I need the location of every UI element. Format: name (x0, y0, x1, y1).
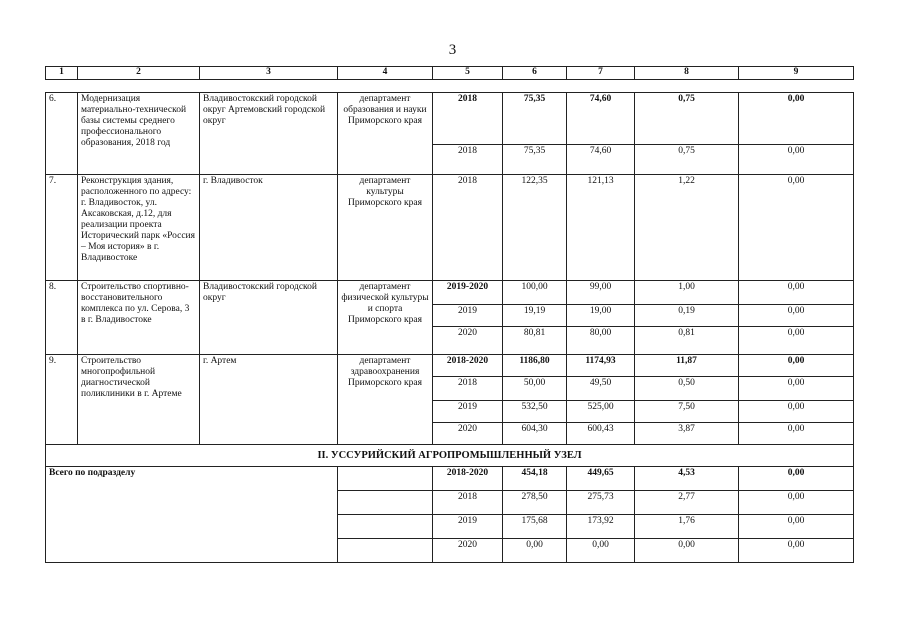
value-cell: 0,00 (739, 305, 854, 327)
value-cell: 49,50 (567, 377, 635, 401)
value-cell: 0,00 (739, 467, 854, 491)
year-cell: 2019 (433, 515, 503, 539)
project-agency: департамент здравоохранения Приморского края (338, 355, 433, 445)
value-cell: 0,00 (739, 491, 854, 515)
header-cell: 5 (433, 67, 503, 80)
header-cell: 4 (338, 67, 433, 80)
table-row (46, 355, 854, 377)
total-agency-cell (338, 515, 433, 539)
row-number: 8. (46, 281, 78, 355)
value-cell: 278,50 (503, 491, 567, 515)
value-cell: 0,50 (635, 377, 739, 401)
column-number-header (45, 66, 854, 80)
value-cell: 0,00 (739, 515, 854, 539)
value-cell: 0,00 (567, 539, 635, 563)
value-cell: 80,81 (503, 327, 567, 355)
value-cell: 50,00 (503, 377, 567, 401)
page-number: 3 (448, 42, 457, 58)
total-label: Всего по подразделу (46, 467, 338, 563)
value-cell: 0,00 (739, 145, 854, 175)
header-cell: 8 (635, 67, 739, 80)
header-cell: 2 (78, 67, 200, 80)
value-cell: 7,50 (635, 401, 739, 423)
value-cell: 99,00 (567, 281, 635, 305)
year-cell: 2019 (433, 305, 503, 327)
value-cell: 80,00 (567, 327, 635, 355)
project-agency: департамент образования и науки Приморского края (338, 93, 433, 175)
value-cell: 1186,80 (503, 355, 567, 377)
value-cell: 0,00 (739, 175, 854, 281)
total-agency-cell (338, 491, 433, 515)
value-cell: 0,19 (635, 305, 739, 327)
value-cell: 0,00 (739, 355, 854, 377)
project-location: Владивостокский городской округ (200, 281, 338, 355)
value-cell: 0,75 (635, 145, 739, 175)
value-cell: 75,35 (503, 93, 567, 145)
value-cell: 0,00 (503, 539, 567, 563)
value-cell: 2,77 (635, 491, 739, 515)
value-cell: 0,00 (635, 539, 739, 563)
year-cell: 2018 (433, 93, 503, 145)
value-cell: 0,00 (739, 539, 854, 563)
value-cell: 100,00 (503, 281, 567, 305)
value-cell: 275,73 (567, 491, 635, 515)
project-name: Строительство спортивно-восстановительного комплекса по ул. Серова, 3 в г. Владивостоке (78, 281, 200, 355)
value-cell: 1,22 (635, 175, 739, 281)
value-cell: 3,87 (635, 423, 739, 445)
row-number: 6. (46, 93, 78, 175)
value-cell: 0,00 (739, 423, 854, 445)
value-cell: 122,35 (503, 175, 567, 281)
investment-table (45, 92, 854, 563)
row-number: 7. (46, 175, 78, 281)
header-cell: 9 (739, 67, 854, 80)
project-location: г. Владивосток (200, 175, 338, 281)
value-cell: 75,35 (503, 145, 567, 175)
year-cell: 2018 (433, 377, 503, 401)
value-cell: 19,19 (503, 305, 567, 327)
value-cell: 1,76 (635, 515, 739, 539)
project-agency: департамент культуры Приморского края (338, 175, 433, 281)
value-cell: 121,13 (567, 175, 635, 281)
value-cell: 74,60 (567, 145, 635, 175)
header-cell: 7 (567, 67, 635, 80)
total-agency-cell (338, 467, 433, 491)
value-cell: 1174,93 (567, 355, 635, 377)
table-row (46, 281, 854, 305)
table-row (46, 175, 854, 281)
value-cell: 4,53 (635, 467, 739, 491)
value-cell: 604,30 (503, 423, 567, 445)
header-cell: 1 (46, 67, 78, 80)
project-location: г. Артем (200, 355, 338, 445)
project-name: Строительство многопрофильной диагностической поликлиники в г. Артеме (78, 355, 200, 445)
year-cell: 2018 (433, 145, 503, 175)
project-name: Реконструкция здания, расположенного по адресу: г. Владивосток, ул. Аксаковская, д.12, для реализации проекта Исторический парк «Россия – Моя история» в г. Владивостоке (78, 175, 200, 281)
project-location: Владивостокский городской округ Артемовский городской округ (200, 93, 338, 175)
header-cell: 6 (503, 67, 567, 80)
year-cell: 2019 (433, 401, 503, 423)
value-cell: 1,00 (635, 281, 739, 305)
section-title: II. УССУРИЙСКИЙ АГРОПРОМЫШЛЕННЫЙ УЗЕЛ (46, 445, 854, 467)
table-row (46, 93, 854, 145)
value-cell: 525,00 (567, 401, 635, 423)
value-cell: 19,00 (567, 305, 635, 327)
value-cell: 173,92 (567, 515, 635, 539)
value-cell: 0,00 (739, 93, 854, 145)
year-cell: 2020 (433, 539, 503, 563)
project-name: Модернизация материально-технической базы системы среднего профессионального образования, 2018 год (78, 93, 200, 175)
year-cell: 2018-2020 (433, 467, 503, 491)
value-cell: 0,81 (635, 327, 739, 355)
total-row (46, 467, 854, 491)
value-cell: 0,00 (739, 401, 854, 423)
header-cell: 3 (200, 67, 338, 80)
value-cell: 0,00 (739, 327, 854, 355)
total-agency-cell (338, 539, 433, 563)
year-cell: 2018-2020 (433, 355, 503, 377)
project-agency: департамент физической культуры и спорта Приморского края (338, 281, 433, 355)
section-row (46, 445, 854, 467)
year-cell: 2019-2020 (433, 281, 503, 305)
value-cell: 0,75 (635, 93, 739, 145)
value-cell: 454,18 (503, 467, 567, 491)
value-cell: 600,43 (567, 423, 635, 445)
value-cell: 0,00 (739, 281, 854, 305)
value-cell: 175,68 (503, 515, 567, 539)
year-cell: 2018 (433, 175, 503, 281)
value-cell: 74,60 (567, 93, 635, 145)
year-cell: 2020 (433, 423, 503, 445)
value-cell: 11,87 (635, 355, 739, 377)
value-cell: 532,50 (503, 401, 567, 423)
year-cell: 2020 (433, 327, 503, 355)
year-cell: 2018 (433, 491, 503, 515)
value-cell: 0,00 (739, 377, 854, 401)
value-cell: 449,65 (567, 467, 635, 491)
row-number: 9. (46, 355, 78, 445)
